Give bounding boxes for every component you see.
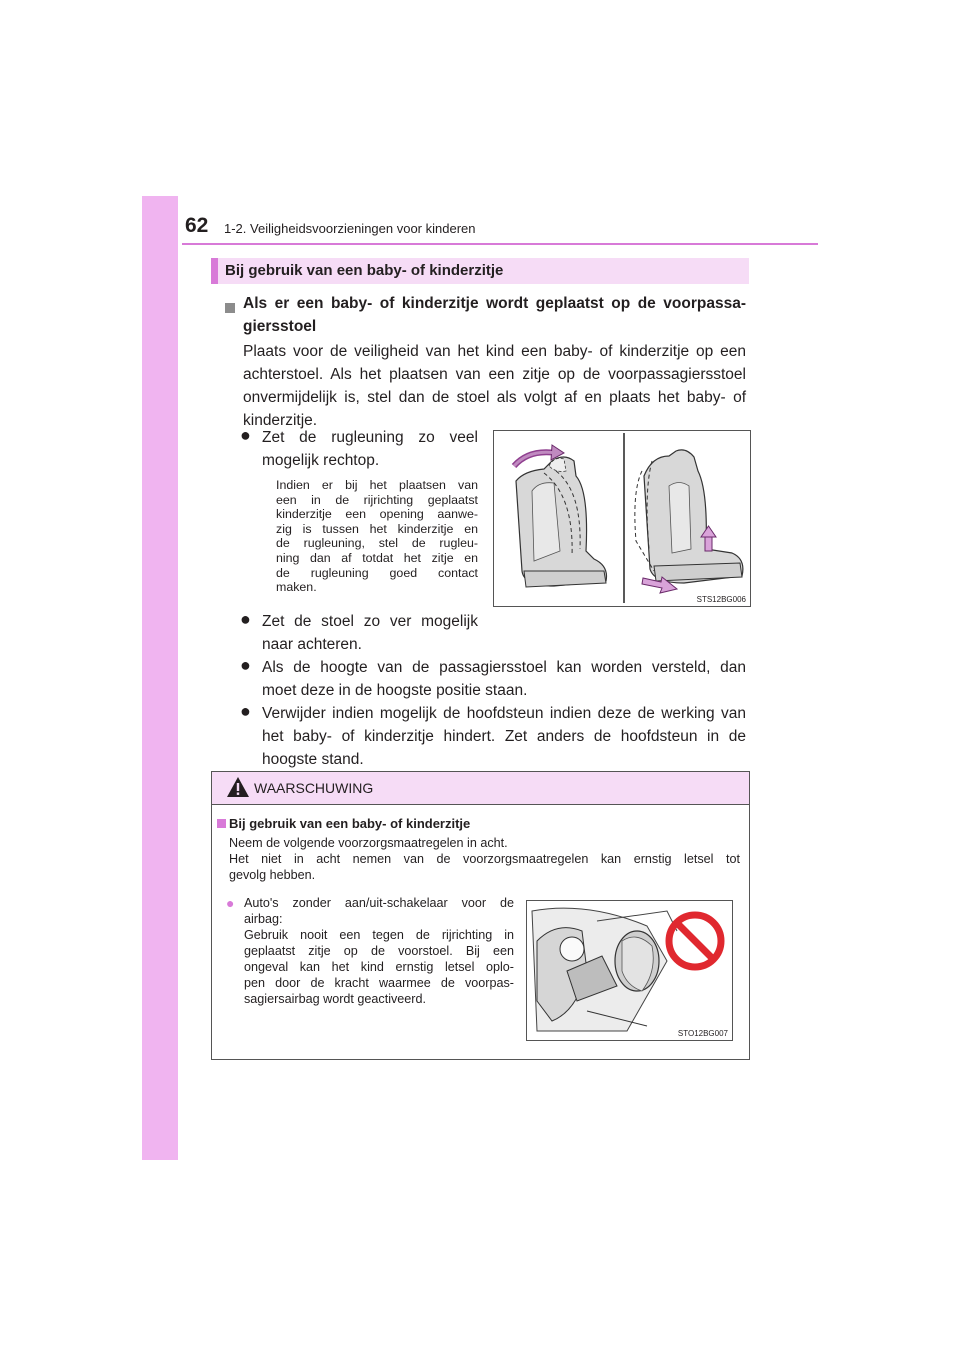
square-bullet-icon xyxy=(217,819,226,828)
bullet1-line2: mogelijk rechtop. xyxy=(262,452,380,469)
note-line: een in de rijrichting geplaatst xyxy=(276,492,478,507)
page-number: 62 xyxy=(185,214,209,237)
intro-heading-line1: Als er een baby- of kinderzitje wordt geplaatst op de voorpassa- xyxy=(243,295,746,312)
intro-para-line2: achterstoel. Als het plaatsen van een zitje op de voorpassagiersstoel xyxy=(243,366,746,383)
note-line: zig is tussen het kinderzitje en xyxy=(276,521,478,536)
intro-para-line4: kinderzitje. xyxy=(243,412,318,429)
bullet3-line2: moet deze in de hoogste positie staan. xyxy=(262,682,528,699)
warning-line1: Neem de volgende voorzorgsmaatregelen in acht. xyxy=(229,836,508,850)
figure-code: STO12BG007 xyxy=(677,1029,728,1038)
warning-sub-heading xyxy=(217,816,470,831)
bullet-dot-icon: ● xyxy=(226,895,235,911)
note-line: de rugleuning goed contact xyxy=(276,565,478,580)
warning-line3: gevolg hebben. xyxy=(229,868,316,882)
bullet4-line2: het baby- of kinderzitje hindert. Zet anders de hoofdsteun in de xyxy=(262,728,746,745)
square-bullet-icon xyxy=(225,300,235,318)
warning-sub-heading-text: Bij gebruik van een baby- of kinderzitje xyxy=(229,816,471,831)
note-line: kinderzitje een opening aanwe- xyxy=(276,507,478,522)
section-accent xyxy=(211,258,218,284)
chapter-title: 1-2. Veiligheidsvoorzieningen voor kinderen xyxy=(224,221,476,236)
bullet4-line3: hoogste stand. xyxy=(262,751,364,768)
warning-line2: Het niet in acht nemen van de voorzorgsmaatregelen kan ernstig letsel tot xyxy=(229,852,740,866)
warning-bullet-line: Gebruik nooit een tegen de rijrichting in xyxy=(244,928,514,942)
airbag-warning-figure xyxy=(526,900,733,1041)
bullet1-line1: Zet de rugleuning zo veel xyxy=(262,429,478,446)
bullet2-line2: naar achteren. xyxy=(262,636,362,653)
warning-bullet-line: airbag: xyxy=(244,912,283,926)
seat-illustration-icon xyxy=(494,431,750,606)
intro-para-line1: Plaats voor de veiligheid van het kind een baby- of kinderzitje op een xyxy=(243,343,746,360)
note-line: maken. xyxy=(276,580,317,595)
figure-code: STS12BG006 xyxy=(696,595,746,604)
note-line: Indien er bij het plaatsen van xyxy=(276,478,478,492)
bullet3-line1: Als de hoogte van de passagiersstoel kan worden versteld, dan xyxy=(262,659,746,676)
bullet4-line1: Verwijder indien mogelijk de hoofdsteun indien deze de werking van xyxy=(262,705,746,722)
warning-label: WAARSCHUWING xyxy=(254,780,374,796)
bullet-dot-icon: ● xyxy=(240,609,251,629)
warning-bullet-line: Auto's zonder aan/uit-schakelaar voor de xyxy=(244,896,514,910)
chapter-sidebar-tab xyxy=(142,196,178,1160)
note-line: ning dan af totdat het zitje en xyxy=(276,551,478,565)
warning-bullet-line: pen door de kracht waarmee de voorpas- xyxy=(244,976,514,990)
airbag-child-seat-illustration-icon xyxy=(527,901,732,1040)
bullet-dot-icon: ● xyxy=(240,425,251,445)
header-rule xyxy=(182,243,818,245)
bullet-dot-icon: ● xyxy=(240,655,251,675)
warning-bullet-line: ongeval kan het kind ernstig letsel oplo- xyxy=(244,960,514,974)
warning-bullet-line: sagiersairbag wordt geactiveerd. xyxy=(244,992,427,1006)
intro-heading-line2: giersstoel xyxy=(243,318,317,335)
bullet-dot-icon: ● xyxy=(240,701,251,721)
seat-adjustment-figure xyxy=(493,430,751,607)
warning-bullet-line: geplaatst zitje op de voorstoel. Bij een xyxy=(244,944,514,958)
warning-triangle-icon xyxy=(226,776,250,798)
bullet2-line1: Zet de stoel zo ver mogelijk xyxy=(262,613,478,630)
intro-para-line3: onvermijdelijk is, stel dan de stoel als volgt af en plaats het baby- of xyxy=(243,389,746,406)
section-title: Bij gebruik van een baby- of kinderzitje xyxy=(225,262,504,279)
section-title-bar xyxy=(211,258,749,284)
warning-header xyxy=(212,772,749,805)
warning-box xyxy=(211,771,750,1060)
note-line: de rugleuning, stel de rugleu- xyxy=(276,536,478,551)
